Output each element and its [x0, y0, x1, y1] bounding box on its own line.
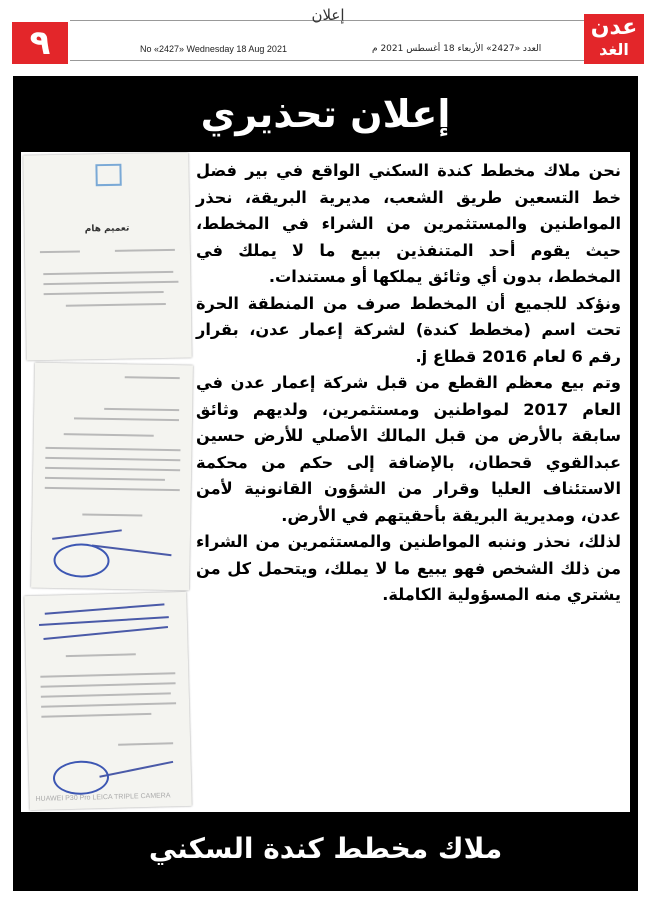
stamp-icon [53, 760, 110, 795]
ad-paragraph: وتم بيع معظم القطع من قبل شركة إعمار عدن في العام 2017 لمواطنين ومستثمرين، ولديهم وثائق سابقة بالأرض من قبل المالك الأصلي للأرض حسين عبدالقوي قحطان، بالإضافة إلى حكم من محكمة الاستئناف العليا وقرار من الشؤون القانونية لأمن عدن، ومديرية البريقة بأحقيتهم في الأرض. [196, 373, 622, 525]
document-image-2 [31, 363, 193, 591]
header-rule-bottom [70, 60, 590, 61]
warning-advertisement [13, 76, 638, 891]
ad-title: إعلان تحذيري [200, 92, 451, 136]
section-label: إعلان [311, 6, 345, 24]
logo-word-bottom: الغد [599, 40, 629, 59]
ad-content-panel [21, 152, 630, 812]
ad-body [196, 158, 621, 609]
ad-paragraph: لذلك، نحذر وننبه المواطنين والمستثمرين من الشراء من ذلك الشخص فهو يبيع ما لا يملك، ويتحمل كل من يشتري منه المسؤولية الكاملة. [196, 532, 621, 604]
newspaper-header [0, 0, 650, 72]
document-image-1 [23, 153, 192, 361]
ad-signature: ملاك مخطط كندة السكني [148, 832, 503, 865]
issue-info-arabic: العدد «2427» الأربعاء 18 أغسطس 2021 م [372, 44, 542, 54]
newspaper-logo [584, 14, 644, 64]
company-logo-icon [95, 164, 121, 186]
page-number: ٩ [12, 22, 68, 64]
logo-word-top: عدن [590, 15, 638, 40]
stamp-icon [53, 543, 110, 578]
document-image-3 [24, 592, 192, 810]
ad-paragraph: ونؤكد للجميع أن المخطط صرف من المنطقة الحرة تحت اسم (مخطط كندة) لشركة إعمار عدن، بقرار رقم 6 لعام 2016 قطاع j. [196, 293, 621, 366]
camera-watermark: HUAWEI P30 Pro LEICA TRIPLE CAMERA [35, 792, 171, 803]
ad-paragraph: نحن ملاك مخطط كندة السكني الواقع في بير فضل خط التسعين طريق الشعب، مديرية البريقة، نحذر المواطنين والمستثمرين من الشراء في المخطط، حيث يقوم أحد المتنفذين ببيع ما لا يملك في المخطط، بدون أي وثائق يملكها أو مستندات. [196, 161, 621, 286]
document-heading: تعميم هام [84, 223, 130, 235]
issue-info-english: No «2427» Wednesday 18 Aug 2021 [140, 44, 287, 54]
